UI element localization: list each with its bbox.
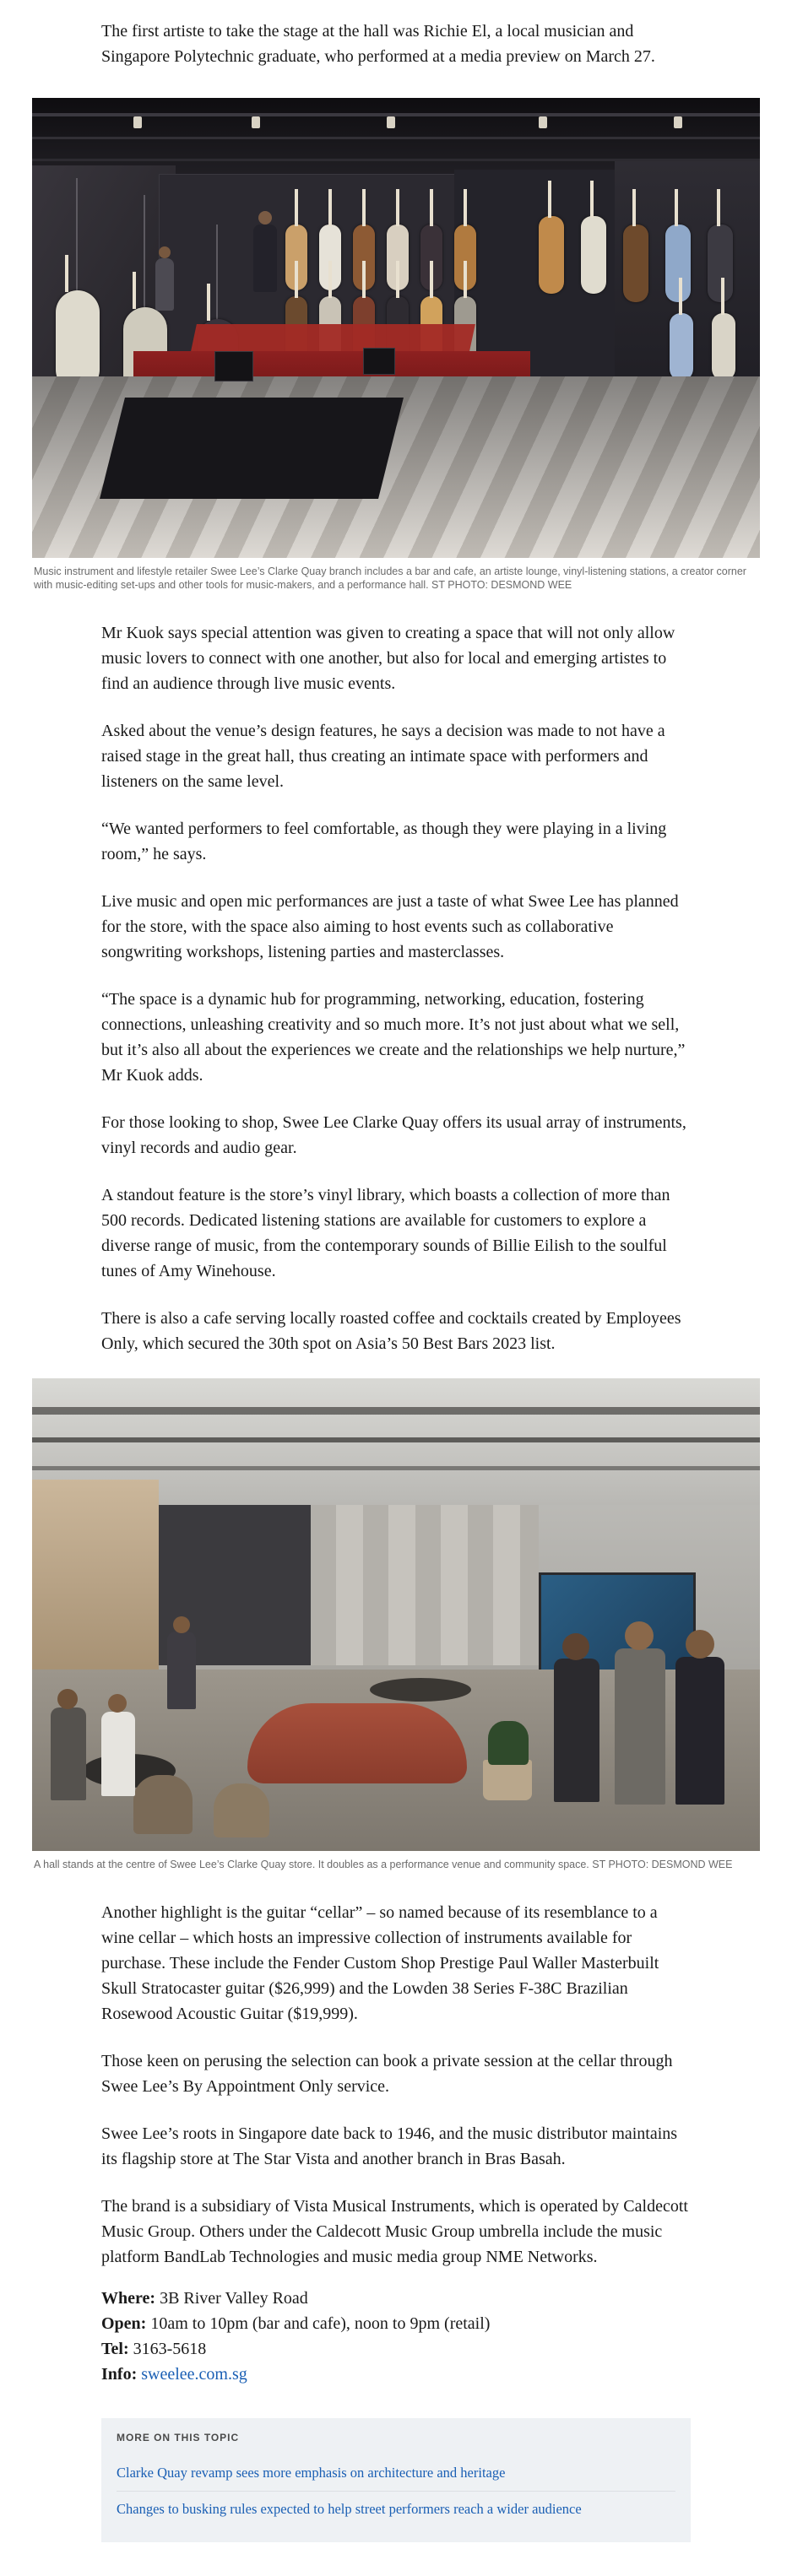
person-figure: [675, 1657, 724, 1805]
detail-tel: [101, 2337, 691, 2361]
detail-info: [101, 2362, 691, 2386]
amplifier: [363, 348, 395, 375]
paragraph: There is also a cafe serving locally roasted coffee and cocktails created by Employees Only, which secured the 30th spot on Asia’s 50 Best Bars 2023 list.: [101, 1309, 681, 1353]
detail-tel-value: 3163-5618: [133, 2340, 207, 2358]
shop-spotlight: [387, 116, 395, 128]
body-block-1: [0, 592, 792, 1356]
paragraph: Asked about the venue’s design features, he says a decision was made to not have a raised stage in the great hall, thus creating an intimate space with performers and listeners on the same level.: [101, 722, 665, 791]
paragraph: “The space is a dynamic hub for programming, networking, education, fostering connections, unleashing creativity and so much more. It’s not just about what we sell, but it’s also all about the experiences we create and the relationships we help nurture,” Mr Kuok adds.: [101, 990, 686, 1085]
person-figure: [155, 258, 174, 311]
paragraph: “We wanted performers to feel comfortable, as though they were playing in a living room,” he says.: [101, 820, 667, 863]
guitar-display: [712, 313, 735, 381]
shop-spotlight: [674, 116, 682, 128]
hall-table: [370, 1678, 471, 1702]
person-figure: [253, 225, 277, 292]
shop-spotlight: [252, 116, 260, 128]
intro-block: [0, 0, 792, 89]
person-head: [108, 1694, 127, 1713]
detail-open-value: 10am to 10pm (bar and cafe), noon to 9pm (retail): [150, 2314, 491, 2333]
hall-ceiling-duct: [32, 1437, 760, 1442]
figure-hall: [32, 1378, 760, 1871]
person-head: [258, 211, 272, 225]
hall-plant: [488, 1721, 529, 1765]
person-head: [173, 1616, 190, 1633]
detail-tel-label: Tel:: [101, 2340, 129, 2358]
shop-illustration: [32, 98, 760, 558]
guitar-display: [670, 313, 693, 381]
figure-hall-caption: A hall stands at the centre of Swee Lee’s Clarke Quay store. It doubles as a performance venue and community space. ST PHOTO: DESMOND WEE: [34, 1859, 733, 1870]
guitar-stand-rod: [144, 195, 145, 309]
guitar-display: [539, 216, 564, 294]
shop-spotlight: [133, 116, 142, 128]
person-head: [57, 1689, 78, 1709]
amplifier: [214, 351, 253, 382]
detail-where-value: 3B River Valley Road: [160, 2289, 308, 2308]
more-topic-link[interactable]: Clarke Quay revamp sees more emphasis on architecture and heritage: [117, 2465, 506, 2481]
person-head: [686, 1630, 714, 1659]
paragraph: Mr Kuok says special attention was given to creating a space that will not only allow music lovers to connect with one another, but also for local and emerging artistes to find an audience through live music events.: [101, 624, 675, 693]
guitar-display: [581, 216, 606, 294]
shop-spotlight: [539, 116, 547, 128]
guitar-display: [623, 225, 648, 302]
paragraph: A standout feature is the store’s vinyl library, which boasts a collection of more than 500 records. Dedicated listening stations are available for customers to explore a diverse range of music, from the contemporary sounds of Billie Eilish to the soulful tunes of Amy Winehouse.: [101, 1186, 670, 1280]
person-figure: [101, 1712, 135, 1796]
person-figure: [554, 1659, 599, 1802]
person-figure: [615, 1648, 665, 1805]
hall-illustration: [32, 1378, 760, 1851]
hall-ceiling-duct: [32, 1407, 760, 1415]
guitar-stand-rod: [76, 178, 78, 292]
hall-columns: [311, 1505, 539, 1665]
person-figure: [167, 1632, 196, 1709]
paragraph-intro: The first artiste to take the stage at the hall was Richie El, a local musician and Singapore Polytechnic graduate, who performed at a media preview on March 27.: [101, 22, 655, 66]
shop-ceiling-beam: [32, 113, 760, 116]
detail-where-label: Where:: [101, 2289, 156, 2308]
hall-chair: [214, 1783, 269, 1837]
more-on-this-topic-title: MORE ON THIS TOPIC: [117, 2432, 240, 2443]
paragraph: Another highlight is the guitar “cellar” – so named because of its resemblance to a wine cellar – which hosts an impressive collection of instruments available for purchase. These include the Fender Custom Shop Prestige Paul Waller Masterbuilt Skull Stratocaster guitar ($26,999) and the Lowden 38 Series F-38C Brazilian Rosewood Acoustic Guitar ($19,999).: [101, 1903, 659, 2023]
more-topic-link[interactable]: Changes to busking rules expected to help street performers reach a wider audience: [117, 2491, 675, 2527]
venue-details: [0, 2286, 792, 2386]
detail-where: [101, 2286, 691, 2310]
figure-storefront-image: [32, 98, 760, 558]
paragraph: Those keen on perusing the selection can book a private session at the cellar through Swee Lee’s By Appointment Only service.: [101, 2052, 673, 2096]
figure-storefront: [32, 98, 760, 592]
paragraph: Live music and open mic performances are just a taste of what Swee Lee has planned for the store, with the space also aiming to host events such as collaborative songwriting workshops, listening parties and masterclasses.: [101, 892, 679, 961]
hall-sofa: [247, 1703, 467, 1783]
detail-open-label: Open:: [101, 2314, 147, 2333]
shop-ceiling-beam: [32, 137, 760, 139]
person-head: [562, 1633, 589, 1660]
paragraph: Swee Lee’s roots in Singapore date back to 1946, and the music distributor maintains its flagship store at The Star Vista and another branch in Bras Basah.: [101, 2124, 678, 2168]
guitar-display: [708, 225, 733, 302]
more-on-this-topic: [101, 2418, 691, 2542]
paragraph: The brand is a subsidiary of Vista Musical Instruments, which is operated by Caldecott Music Group. Others under the Caldecott Music Group umbrella include the music platform BandLab Technologies and music media group NME Networks.: [101, 2197, 688, 2266]
figure-storefront-caption: Music instrument and lifestyle retailer Swee Lee’s Clarke Quay branch includes a bar and cafe, an artiste lounge, vinyl-listening stations, a creator corner with music-editing set-ups and other tools for music-makers, and a performance hall. ST PHOTO: DESMOND WEE: [34, 566, 746, 591]
shop-platform: [100, 398, 404, 499]
figure-hall-image: [32, 1378, 760, 1851]
person-head: [159, 246, 171, 258]
detail-open: [101, 2312, 691, 2335]
guitar-display: [665, 225, 691, 302]
person-head: [625, 1621, 654, 1650]
hall-chair: [133, 1775, 193, 1834]
detail-info-label: Info:: [101, 2365, 138, 2384]
paragraph: For those looking to shop, Swee Lee Clarke Quay offers its usual array of instruments, vinyl records and audio gear.: [101, 1113, 686, 1157]
detail-info-link[interactable]: sweelee.com.sg: [141, 2365, 247, 2384]
hall-plant-pot: [483, 1760, 532, 1800]
guitar-stand-rod: [216, 225, 218, 326]
hall-ceiling-duct: [32, 1466, 760, 1470]
body-block-2: [0, 1871, 792, 2270]
person-figure: [51, 1707, 86, 1800]
